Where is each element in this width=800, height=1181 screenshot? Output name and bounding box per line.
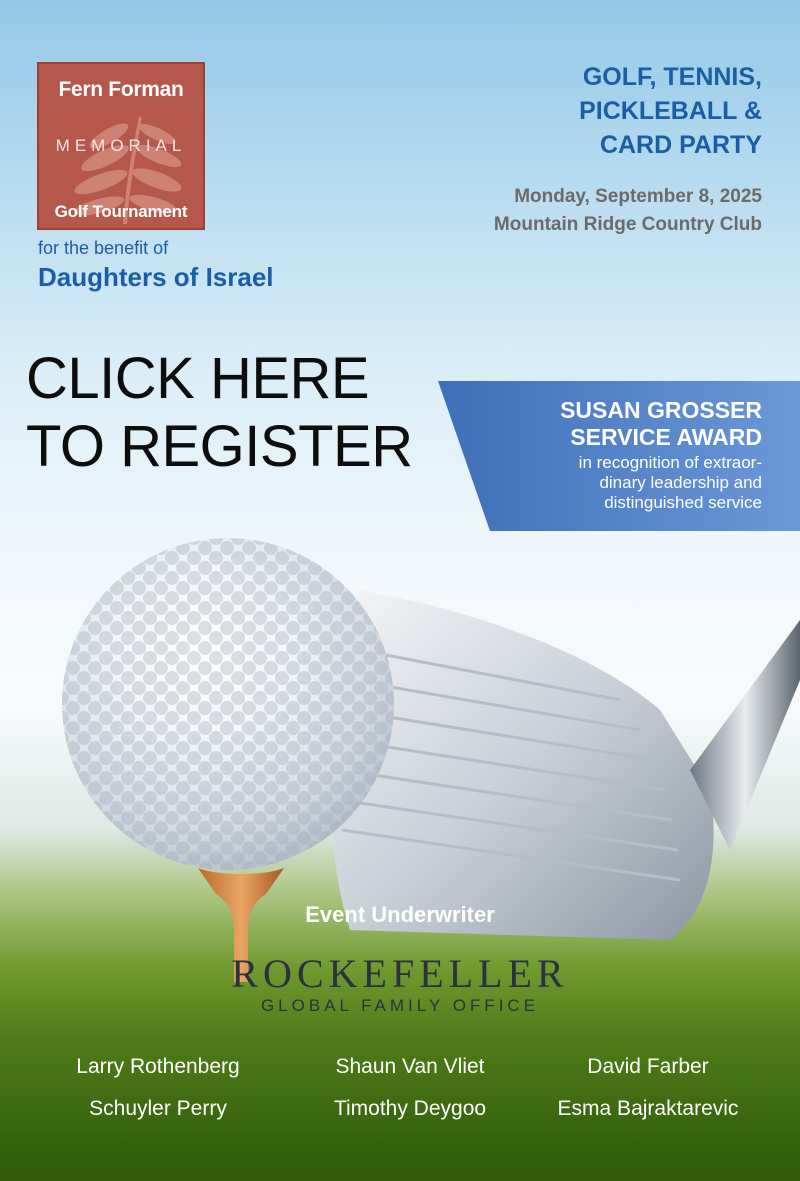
golf-ball-icon: [62, 538, 394, 870]
name-item: David Farber: [587, 1055, 709, 1078]
sponsor-name: ROCKEFELLER: [231, 951, 569, 996]
tournament-logo: [37, 62, 205, 230]
award-desc-line: in recognition of extraor-: [578, 453, 762, 472]
register-link[interactable]: [26, 345, 413, 481]
award-desc-line: distinguished service: [604, 493, 762, 512]
award-title-line: SUSAN GROSSER: [560, 397, 762, 423]
name-item: Larry Rothenberg: [76, 1055, 240, 1078]
award-banner: [438, 381, 800, 531]
event-title-line: PICKLEBALL &: [579, 97, 762, 125]
logo-memorial: MEMORIAL: [55, 136, 187, 155]
event-title: [502, 60, 762, 162]
logo-tournament: Golf Tournament: [54, 202, 188, 221]
event-venue: Mountain Ridge Country Club: [493, 214, 762, 235]
sponsor-subtitle: GLOBAL FAMILY OFFICE: [260, 996, 540, 1015]
name-item: Timothy Deygoo: [333, 1097, 487, 1120]
logo-name: Fern Forman: [58, 78, 184, 101]
name-item: Shaun Van Vliet: [335, 1055, 485, 1078]
benefit-text: for the benefit of: [38, 238, 169, 258]
award-title: [560, 397, 762, 451]
event-date: Monday, September 8, 2025: [514, 186, 762, 207]
award-desc-line: dinary leadership and: [599, 473, 762, 492]
name-item: Schuyler Perry: [89, 1097, 227, 1120]
award-title-line: SERVICE AWARD: [570, 424, 762, 450]
award-description: [502, 453, 762, 513]
underwriter-label: Event Underwriter: [305, 902, 495, 927]
register-line-1[interactable]: CLICK HERE: [26, 346, 370, 411]
event-title-line: GOLF, TENNIS,: [582, 63, 762, 91]
organization-name: Daughters of Israel: [38, 262, 274, 292]
name-item: Esma Bajraktarevic: [557, 1097, 739, 1120]
event-title-line: CARD PARTY: [599, 131, 762, 159]
register-line-2[interactable]: TO REGISTER: [26, 414, 413, 479]
